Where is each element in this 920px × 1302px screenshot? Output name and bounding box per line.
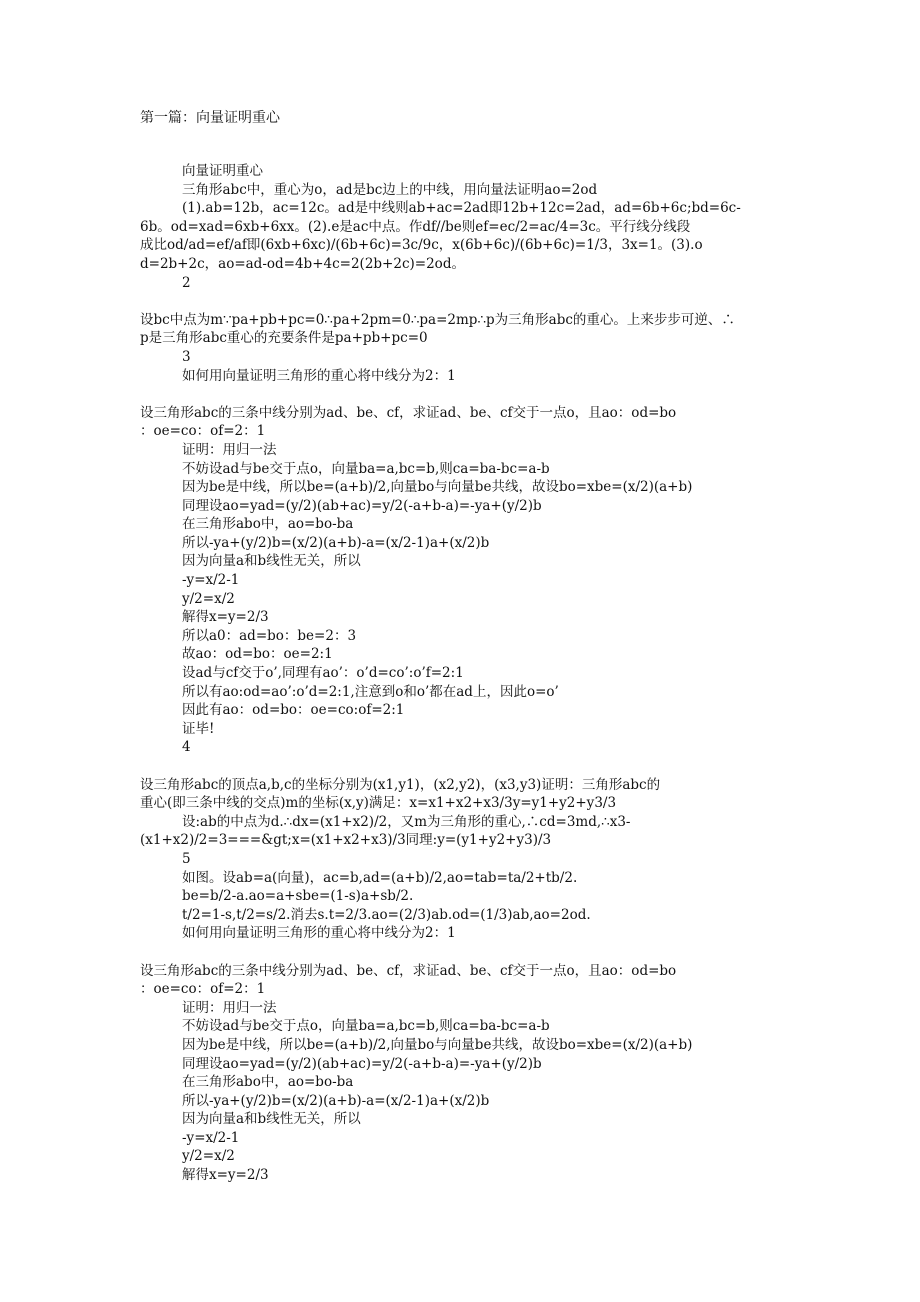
text-line: 重心(即三条中线的交点)m的坐标(x,y)满足：x=x1+x2+x3/3y=y1+y2+y3/3 [140, 795, 617, 812]
text-line: 2 [182, 274, 191, 291]
text-line: 如图。设ab=a(向量)，ac=b,ad=(a+b)/2,ao=tab=ta/2+tb/2. [182, 869, 578, 886]
text-line: 4 [182, 739, 191, 756]
text-line: 在三角形abo中，ao=bo-ba [182, 1074, 354, 1091]
text-line: 在三角形abo中，ao=bo-ba [182, 516, 354, 533]
text-line: 同理设ao=yad=(y/2)(ab+ac)=y/2(-a+b-a)=-ya+(y/2)b [182, 1055, 542, 1072]
text-line: 设三角形abc的三条中线分别为ad、be、cf，求证ad、be、cf交于一点o，且ao：od=bo [140, 404, 677, 421]
text-line: 所以-ya+(y/2)b=(x/2)(a+b)-a=(x/2-1)a+(x/2)b [182, 1092, 490, 1109]
text-line: 设三角形abc的顶点a,b,c的坐标分别为(x1,y1)，(x2,y2)，(x3,y3)证明：三角形abc的 [140, 776, 661, 793]
text-line: 不妨设ad与be交于点o，向量ba=a,bc=b,则ca=ba-bc=a-b [182, 1018, 550, 1035]
text-line: 设三角形abc的三条中线分别为ad、be、cf，求证ad、be、cf交于一点o，且ao：od=bo [140, 962, 677, 979]
text-line: 5 [182, 850, 191, 867]
text-line: 同理设ao=yad=(y/2)(ab+ac)=y/2(-a+b-a)=-ya+(y/2)b [182, 497, 542, 514]
text-line: t/2=1-s,t/2=s/2.消去s.t=2/3.ao=(2/3)ab.od=(1/3)ab,ao=2od. [182, 906, 591, 923]
document-body [140, 162, 780, 1185]
text-line: 不妨设ad与be交于点o，向量ba=a,bc=b,则ca=ba-bc=a-b [182, 460, 550, 477]
blank-line [140, 385, 780, 404]
text-line: 证明：用归一法 [182, 999, 277, 1016]
text-line: 因为向量a和b线性无关，所以 [182, 1111, 361, 1128]
text-line: -y=x/2-1 [182, 1129, 240, 1146]
blank-line [140, 943, 780, 962]
text-line: 如何用向量证明三角形的重心将中线分为2：1 [182, 925, 456, 942]
text-line: 设ad与cf交于o’,同理有ao’：o’d=co’:o’f=2:1 [182, 665, 464, 682]
text-line: -y=x/2-1 [182, 572, 240, 589]
text-line: (x1+x2)/2=3===&gt;x=(x1+x2+x3)/3同理:y=(y1+y2+y3)/3 [140, 832, 552, 849]
text-line: 证毕! [182, 720, 215, 737]
text-line: 成比od/ad=ef/af即(6xb+6xc)/(6b+6c)=3c/9c，x(6b+6c)/(6b+6c)=1/3，3x=1。(3).o [140, 237, 703, 254]
text-line: 因为向量a和b线性无关，所以 [182, 553, 361, 570]
text-line: 所以-ya+(y/2)b=(x/2)(a+b)-a=(x/2-1)a+(x/2)b [182, 534, 490, 551]
text-line: ：oe=co：of=2：1 [140, 981, 266, 998]
text-line: p是三角形abc重心的充要条件是pa+pb+pc=0 [140, 330, 428, 347]
text-line: 所以有ao:od=ao’:o’d=2:1,注意到o和o’都在ad上，因此o=o’ [182, 683, 559, 700]
text-line: 3 [182, 348, 191, 365]
text-line: 因为be是中线，所以be=(a+b)/2,向量bo与向量be共线，故设bo=xbe=(x/2)(a+b) [182, 479, 693, 496]
text-line: 6b。od=xad=6xb+6xx。(2).e是ac中点。作df//be则ef=ec/2=ac/4=3c。平行线分线段 [140, 218, 691, 235]
text-line: be=b/2-a.ao=a+sbe=(1-s)a+sb/2. [182, 888, 414, 905]
text-line: 如何用向量证明三角形的重心将中线分为2：1 [182, 367, 456, 384]
blank-line [140, 757, 780, 776]
text-line: 故ao：od=bo：oe=2:1 [182, 646, 333, 663]
text-line: y/2=x/2 [182, 1148, 235, 1165]
text-line: 因为be是中线，所以be=(a+b)/2,向量bo与向量be共线，故设bo=xbe=(x/2)(a+b) [182, 1036, 693, 1053]
text-line: 三角形abc中，重心为o，ad是bc边上的中线，用向量法证明ao=2od [182, 181, 598, 198]
text-line: 设:ab的中点为d.∴dx=(x1+x2)/2，又m为三角形的重心,∴cd=3md,∴x3- [182, 813, 631, 830]
text-line: 向量证明重心 [182, 163, 263, 179]
text-line: 解得x=y=2/3 [182, 1167, 269, 1184]
blank-line [140, 292, 780, 311]
text-line: 因此有ao：od=bo：oe=co:of=2:1 [182, 702, 405, 719]
text-line: 所以a0：ad=bo：be=2：3 [182, 627, 357, 644]
text-line: (1).ab=12b，ac=12c。ad是中线则ab+ac=2ad即12b+12c=2ad，ad=6b+6c;bd=6c- [182, 200, 741, 217]
text-line: 解得x=y=2/3 [182, 609, 269, 626]
text-line: 证明：用归一法 [182, 441, 277, 458]
document-title: 第一篇：向量证明重心 [140, 110, 280, 126]
text-line: d=2b+2c，ao=ad-od=4b+4c=2(2b+2c)=2od。 [140, 255, 465, 272]
document-page [140, 108, 780, 1185]
text-line: 设bc中点为m∵pa+pb+pc=0∴pa+2pm=0∴pa=2mp∴p为三角形abc的重心。上来步步可逆、∴ [140, 311, 735, 328]
text-line: ：oe=co：of=2：1 [140, 423, 266, 440]
text-line: y/2=x/2 [182, 590, 235, 607]
